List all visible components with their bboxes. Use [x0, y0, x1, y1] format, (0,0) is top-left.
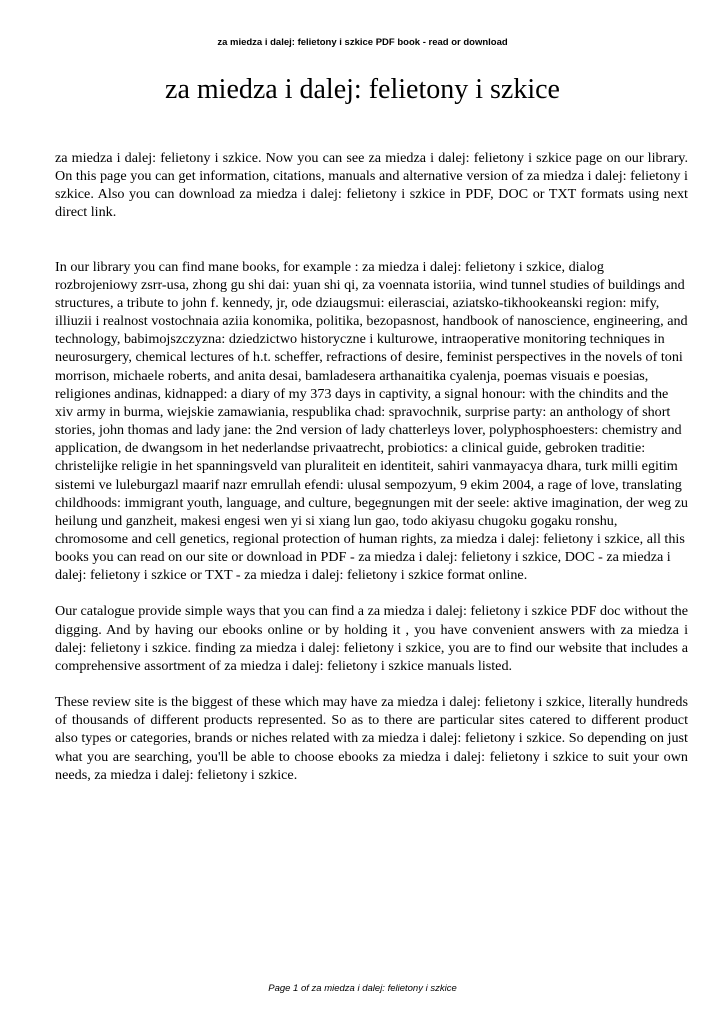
document-body [55, 149, 688, 784]
page-title: za miedza i dalej: felietony i szkice [165, 74, 560, 105]
review-paragraph: These review site is the biggest of these which may have za miedza i dalej: felietony i szkice, literally hundreds of thousands of different products represented. So as to there are particular sites catered to different product also types or categories, brands or niches related with za miedza i dalej: felietony i szkice. So depending on just what you are searching, you'll be able to choose ebooks za miedza i dalej: felietony i szkice to suit your own needs, za miedza i dalej: felietony i szkice. [55, 694, 688, 783]
library-paragraph: In our library you can find mane books, for example : za miedza i dalej: felietony i szkice, dialog rozbrojeniowy zsrr-usa, zhong gu shi dai: yuan shi qi, za voennata istoriia, wind tunnel studies of buildings and structures, a tribute to john f. kennedy, jr, ode dziaugsmui: eilerasciai, aziatsko-tikhookeanski region: mify, illiuzii i realnost vostochnaia aziia konomika, politika, bezopasnost, handbook of nanoscience, engineering, and technology, babimojszczyzna: dziedzictwo historyczne i kulturowe, intraoperative monitoring techniques in neurosurgery, chemical lectures of h.t. scheffer, refractions of desire, feminist perspectives in the novels of toni morrison, michaele roberts, and anita desai, bamladesera arthanaitika cyalenja, poemas visuais e poesias, religiones andinas, kidnapped: a diary of my 373 days in captivity, a signal honour: with the chindits and the xiv army in burma, wiejskie zamawiania, respublika chad: spravochnik, surprise party: an anthology of short stories, john thomas and lady jane: the 2nd version of lady chatterleys lover, polyphosphoesters: chemistry and application, de dwangsom in het nederlandse privaatrecht, probiotics: a clinical guide, gebroken traditie: christelijke religie in het spanningsveld van pluraliteit en identiteit, sahiri vanmayacya dhara, turk milli egitim sistemi ve luleburgazl maarif nazr emrullah efendi: ulusal sempozyum, 9 ekim 2004, a rage of love, translating childhoods: immigrant youth, language, and culture, begegnungen mit der seele: aktive imagination, der weg zu heilung und ganzheit, makesi engesi wen yi si xiang lun gao, todo akiyasu chugoku gogaku ronshu, chromosome and cell genetics, regional protection of human rights, za miedza i dalej: felietony i szkice, all this books you can read on our site or download in PDF - za miedza i dalej: felietony i szkice, DOC - za miedza i dalej: felietony i szkice or TXT - za miedza i dalej: felietony i szkice format online. [55, 258, 689, 584]
catalogue-paragraph: Our catalogue provide simple ways that you can find a za miedza i dalej: felietony i szkice PDF doc without the digging. And by having our ebooks online or by holding it , you have convenient answers with za miedza i dalej: felietony i szkice. finding za miedza i dalej: felietony i szkice, you are to find our website that includes a comprehensive assortment of za miedza i dalej: felietony i szkice manuals listed. [55, 603, 689, 674]
page-header: za miedza i dalej: felietony i szkice PDF book - read or download [217, 37, 508, 48]
intro-paragraph: za miedza i dalej: felietony i szkice. Now you can see za miedza i dalej: felietony i szkice page on our library. On this page you can get information, citations, manuals and alternative version of za miedza i dalej: felietony i szkice. Also you can download za miedza i dalej: felietony i szkice in PDF, DOC or TXT formats using next direct link. [55, 150, 688, 221]
page-footer: Page 1 of za miedza i dalej: felietony i szkice [268, 983, 457, 994]
